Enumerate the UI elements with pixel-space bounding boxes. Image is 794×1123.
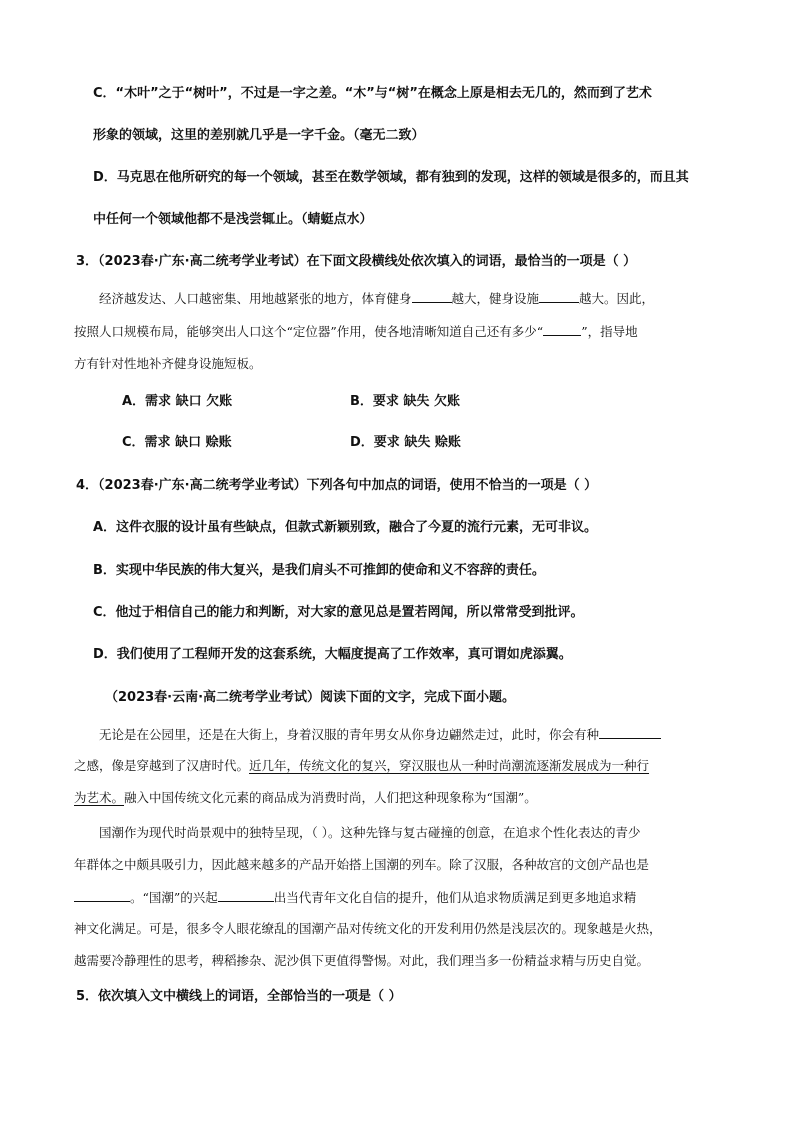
- fill-blank-2: [539, 288, 579, 303]
- underlined-sentence: 近几年，传统文化的复兴，穿汉服也从一种时尚潮流逐渐发展成为一种行: [249, 758, 650, 773]
- q4-option-c: C．他过于相信自己的能力和判断，对大家的意见总是置若罔闻，所以常常受到批评。: [93, 605, 584, 620]
- q4-option-d: D．我们使用了工程师开发的这套系统，大幅度提高了工作效率，真可谓如虎添翼。: [93, 647, 572, 662]
- passage-p1-line2: [74, 756, 649, 774]
- q3-passage-line2: [74, 321, 638, 340]
- passage-text: 。“国潮”的兴起: [130, 890, 218, 905]
- passage-p1-line3: [74, 788, 537, 806]
- passage-p2-line3: [74, 887, 636, 906]
- q3-passage-text: 按照人口规模布局，能够突出人口这个“定位器”作用，使各地清晰知道自己还有多少“: [74, 324, 544, 339]
- fill-blank-3: [543, 321, 581, 336]
- fill-blank-6: [218, 887, 274, 902]
- passage-intro: （2023春·云南·高二统考学业考试）阅读下面的文字，完成下面小题。: [105, 690, 516, 705]
- passage-text: 无论是在公园里，还是在大街上，身着汉服的青年男女从你身边翩然走过，此时，你会有种: [99, 727, 600, 742]
- q3-passage-text: ”，指导地: [581, 324, 638, 339]
- passage-p2-line2: 年群体之中颇具吸引力，因此越来越多的产品开始搭上国潮的列车。除了汉服，各种故宫的文创产品也是: [74, 857, 650, 872]
- fill-blank-1: [412, 288, 452, 303]
- q3-passage-text: 越大。因此，: [579, 291, 655, 306]
- passage-p1-line1: [99, 724, 661, 743]
- q2-option-c-line2: 形象的领域，这里的差别就几乎是一字千金。（毫无二致）: [93, 128, 425, 143]
- passage-p2-line4: 神文化满足。可是，很多令人眼花缭乱的国潮产品对传统文化的开发利用仍然是浅层次的。现象越是火热，: [74, 921, 662, 936]
- fill-blank-5: [74, 887, 130, 902]
- q3-passage-text: 经济越发达、人口越密集、用地越紧张的地方，体育健身: [99, 291, 412, 306]
- passage-text: 之感，像是穿越到了汉唐时代。: [74, 758, 250, 773]
- q4-stem: 4．（2023春·广东·高二统考学业考试）下列各句中加点的词语，使用不恰当的一项是（ ）: [76, 478, 598, 493]
- q4-option-a: A．这件衣服的设计虽有些缺点，但款式新颖别致，融合了今夏的流行元素，无可非议。: [93, 520, 598, 535]
- q3-stem: 3．（2023春·广东·高二统考学业考试）在下面文段横线处依次填入的词语，最恰当的一项是（ ）: [76, 254, 637, 269]
- passage-p2-line5: 越需要冷静理性的思考，稗稻掺杂、泥沙俱下更值得警惕。对此，我们理当多一份精益求精与历史自觉。: [74, 953, 650, 968]
- q2-option-d-line2: 中任何一个领域他都不是浅尝辄止。（蜻蜓点水）: [93, 212, 373, 227]
- q3-option-c: C．需求 缺口 赊账: [122, 435, 232, 450]
- q3-passage-text: 越大，健身设施: [451, 291, 540, 306]
- passage-text: 融入中国传统文化元素的商品成为消费时尚，人们把这种现象称为“国潮”。: [124, 790, 537, 805]
- passage-p2-line1: 国潮作为现代时尚景观中的独特呈现，（ ）。这种先锋与复古碰撞的创意，在追求个性化表达的青少: [99, 825, 641, 840]
- q2-option-c-line1: C．“木叶”之于“树叶”，不过是一字之差。“木”与“树”在概念上原是相去无几的，然而到了艺术: [93, 86, 652, 101]
- q3-option-b: B．要求 缺失 欠账: [350, 394, 460, 409]
- q3-option-a: A．需求 缺口 欠账: [122, 394, 233, 409]
- q3-passage-line1: [99, 288, 654, 307]
- underlined-sentence: 为艺术。: [74, 790, 125, 805]
- q4-option-b: B．实现中华民族的伟大复兴，是我们肩头不可推卸的使命和义不容辞的责任。: [93, 563, 545, 578]
- passage-text: 出当代青年文化自信的提升，他们从追求物质满足到更多地追求精: [273, 890, 637, 905]
- fill-blank-4: [599, 724, 661, 739]
- q3-passage-line3: 方有针对性地补齐健身设施短板。: [74, 356, 262, 371]
- q3-option-d: D．要求 缺失 赊账: [350, 435, 461, 450]
- q2-option-d-line1: D．马克思在他所研究的每一个领域，甚至在数学领域，都有独到的发现，这样的领域是很多的，而且其: [93, 170, 689, 185]
- q5-stem: 5．依次填入文中横线上的词语，全部恰当的一项是（ ）: [76, 989, 402, 1004]
